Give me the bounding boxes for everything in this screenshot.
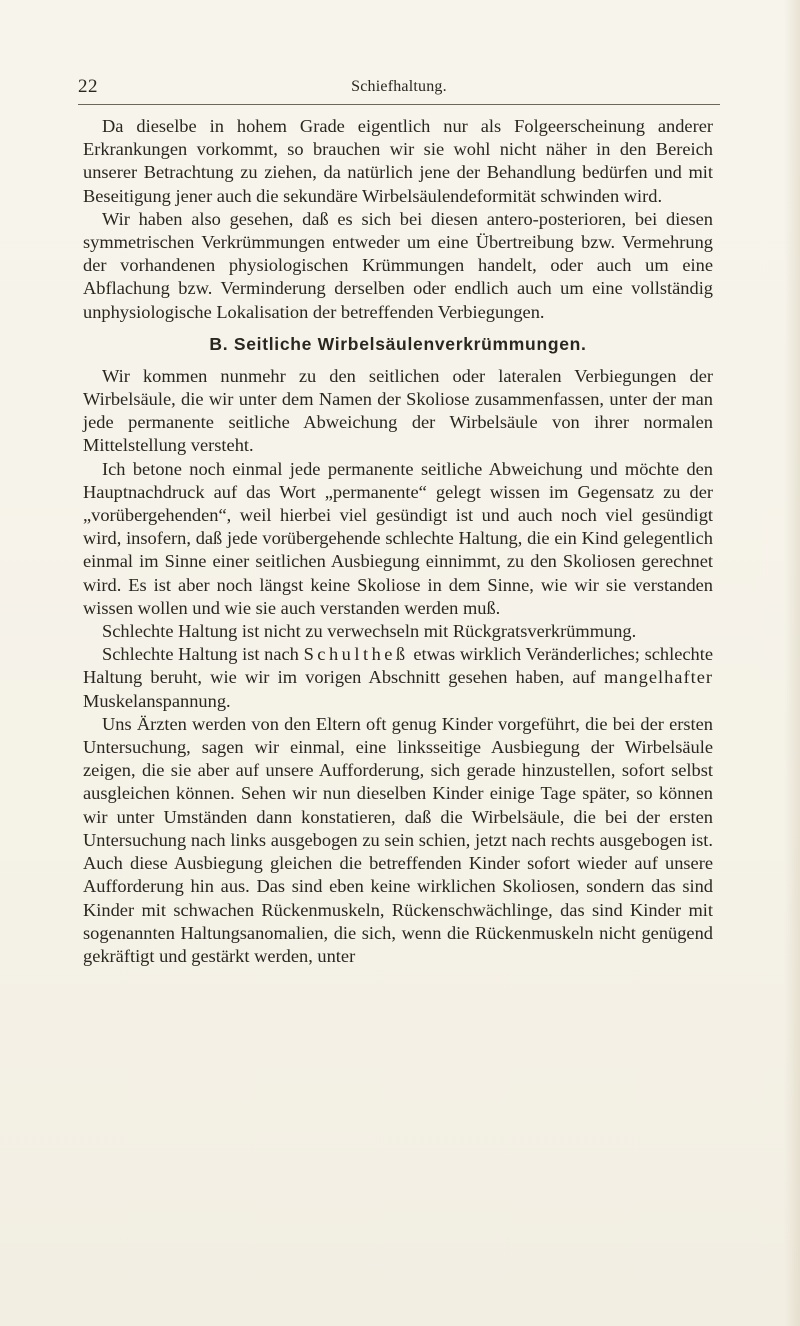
paragraph: Wir kommen nunmehr zu den seitlichen oder lateralen Verbiegungen der Wirbelsäule, die wir unter dem Namen der Skoliose zusammenfassen, unter der man jede permanente seitliche Abweichung der Wirbelsäule von ihrer normalen Mittelstellung versteht. [83,365,713,456]
paragraph-text: Muskelanspannung. [83,690,231,711]
page-number: 22 [78,76,98,97]
paragraph [83,643,713,713]
running-head [78,72,720,105]
paragraph: Wir haben also gesehen, daß es sich bei diesen antero-posterioren, bei diesen symmetrischen Verkrümmungen entweder um eine Übertreibung bzw. Vermehrung der vorhandenen physiologischen Krümmungen handelt, oder auch um eine Abflachung bzw. Verminderung derselben oder endlich auch um eine vollständig unphysiologische Lokalisation der betreffenden Verbiegungen. [83,208,713,322]
paragraph: Schlechte Haltung ist nicht zu verwechseln mit Rückgratsverkrümmung. [102,621,637,642]
author-name: Schultheß [303,644,409,665]
paragraph: Da dieselbe in hohem Grade eigentlich nur als Folgeerscheinung anderer Erkrankungen vorkommt, so brauchen wir sie wohl nicht näher in den Bereich unserer Betrachtung zu ziehen, da natürlich jene der Behandlung bedürfen und mit Beseitigung jener auch die sekundäre Wirbelsäulendeformität schwinden wird. [83,116,713,206]
page-edge-shadow [784,0,800,1326]
paragraph: Ich betone noch einmal jede permanente seitliche Abweichung und möchte den Hauptnachdruck auf das Wort „permanente“ gelegt wissen im Gegensatz zu der „vorübergehenden“, weil hierbei viel gesündigt ist und auch noch viel gesündigt wird, insofern, daß jede vorübergehende schlechte Haltung, die ein Kind gelegentlich einmal im Sinne einer seitlichen Ausbiegung einnimmt, zu den Skoliosen gerechnet wird. Es ist aber noch längst keine Skoliose in dem Sinne, wie wir sie verstanden wissen wollen und wie sie auch verstanden werden muß. [83,458,713,618]
paragraph-text: etwas wirklich Veränderliches; schlechte Haltung beruht, wie wir im vorigen Abschnitt gesehen haben, auf [83,644,713,688]
emphasized-word: mangelhafter [603,667,713,688]
paragraph: Uns Ärzten werden von den Eltern oft genug Kinder vorgeführt, die bei der ersten Untersuchung, sagen wir einmal, eine linksseitige Ausbiegung der Wirbelsäule zeigen, die sie aber auf unsere Aufforderung, sich gerade hinzustellen, sofort selbst ausgleichen können. Sehen wir nun dieselben Kinder einige Tage später, so können wir unter Umständen dann konstatieren, daß die Wirbelsäule, die bei der ersten Untersuchung nach links ausgebogen zu sein schien, jetzt nach rechts ausgebogen ist. Auch diese Ausbiegung gleichen die betreffenden Kinder sofort wieder auf unsere Aufforderung hin aus. Das sind eben keine wirklichen Skoliosen, sondern das sind Kinder mit schwachen Rückenmuskeln, Rückenschwächlinge, das sind Kinder mit sogenannten Haltungsanomalien, die sich, wenn die Rückenmuskeln nicht genügend gekräftigt und gestärkt werden, unter [83,713,713,966]
body-text [83,115,713,968]
section-heading: B. Seitliche Wirbelsäulenverkrümmungen. [209,333,587,354]
paragraph-text: Schlechte Haltung ist nach [102,644,304,665]
running-title: Schiefhaltung. [351,78,447,95]
